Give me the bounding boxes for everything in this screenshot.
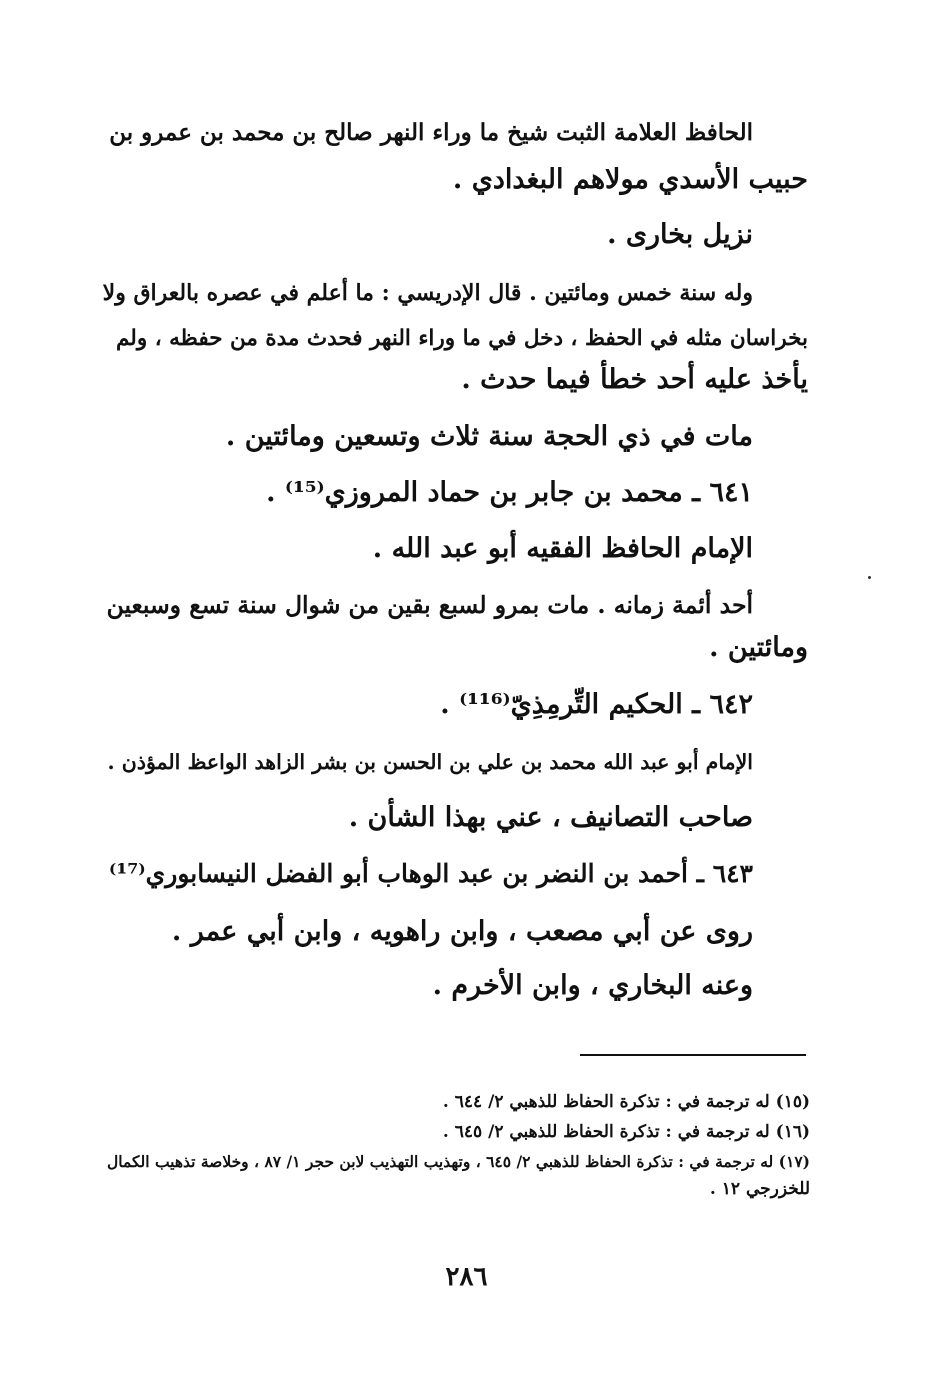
- body-line-11: ومائتين .: [709, 632, 808, 663]
- footnote-15: (١٥) له ترجمة في : تذكرة الحفاظ للذهبي ٢/ ٦٤٤ .: [442, 1092, 810, 1112]
- body-line-4: وله سنة خمس ومائتين . قال الإدريسي : ما أعلم في عصره بالعراق ولا: [102, 280, 753, 306]
- body-line-3: نزيل بخارى .: [607, 219, 753, 250]
- body-line-2: حبيب الأسدي مولاهم البغدادي .: [452, 164, 808, 195]
- body-line-9: الإمام الحافظ الفقيه أبو عبد الله .: [372, 533, 753, 564]
- body-line-16: روى عن أبي مصعب ، وابن راهويه ، وابن أبي عمر .: [171, 916, 753, 947]
- footnote-16: (١٦) له ترجمة في : تذكرة الحفاظ للذهبي ٢/ ٦٤٥ .: [442, 1122, 810, 1142]
- body-line-7: مات في ذي الحجة سنة ثلاث وتسعين ومائتين .: [225, 421, 753, 452]
- entry-heading-641: ٦٤١ ـ محمد بن جابر بن حماد المروزي⁽¹⁵⁾ .: [266, 477, 753, 508]
- stray-mark: [868, 576, 871, 579]
- body-line-10: أحد أئمة زمانه . مات بمرو لسبع بقين من شوال سنة تسع وسبعين: [106, 591, 753, 619]
- footnote-17-line-1: (١٧) له ترجمة في : تذكرة الحفاظ للذهبي ٢/ ٦٤٥ ، وتهذيب التهذيب لابن حجر ١/ ٨٧ ، وخلاصة تذهيب الكمال: [107, 1152, 810, 1171]
- footnote-separator: [580, 1054, 806, 1056]
- entry-heading-642: ٦٤٢ ـ الحكيم التِّرمِذِيّ⁽¹¹⁶⁾ .: [440, 689, 753, 720]
- body-line-5: بخراسان مثله في الحفظ ، دخل في ما وراء النهر فحدث مدة من حفظه ، ولم: [116, 326, 808, 351]
- body-line-14: صاحب التصانيف ، عني بهذا الشأن .: [348, 802, 753, 833]
- entry-heading-643: ٦٤٣ ـ أحمد بن النضر بن عبد الوهاب أبو الفضل النيسابوري⁽¹⁷⁾: [108, 859, 753, 888]
- body-line-6: يأخذ عليه أحد خطأ فيما حدث .: [461, 364, 808, 395]
- body-line-13: الإمام أبو عبد الله محمد بن علي بن الحسن بن بشر الزاهد الواعظ المؤذن .: [107, 750, 753, 774]
- footnote-17-line-2: للخزرجي ١٢ .: [709, 1179, 810, 1199]
- page-number: ٢٨٦: [445, 1262, 488, 1292]
- body-line-17: وعنه البخاري ، وابن الأخرم .: [432, 970, 753, 1001]
- body-line-1: الحافظ العلامة الثبت شيخ ما وراء النهر صالح بن محمد بن عمرو بن: [109, 119, 753, 146]
